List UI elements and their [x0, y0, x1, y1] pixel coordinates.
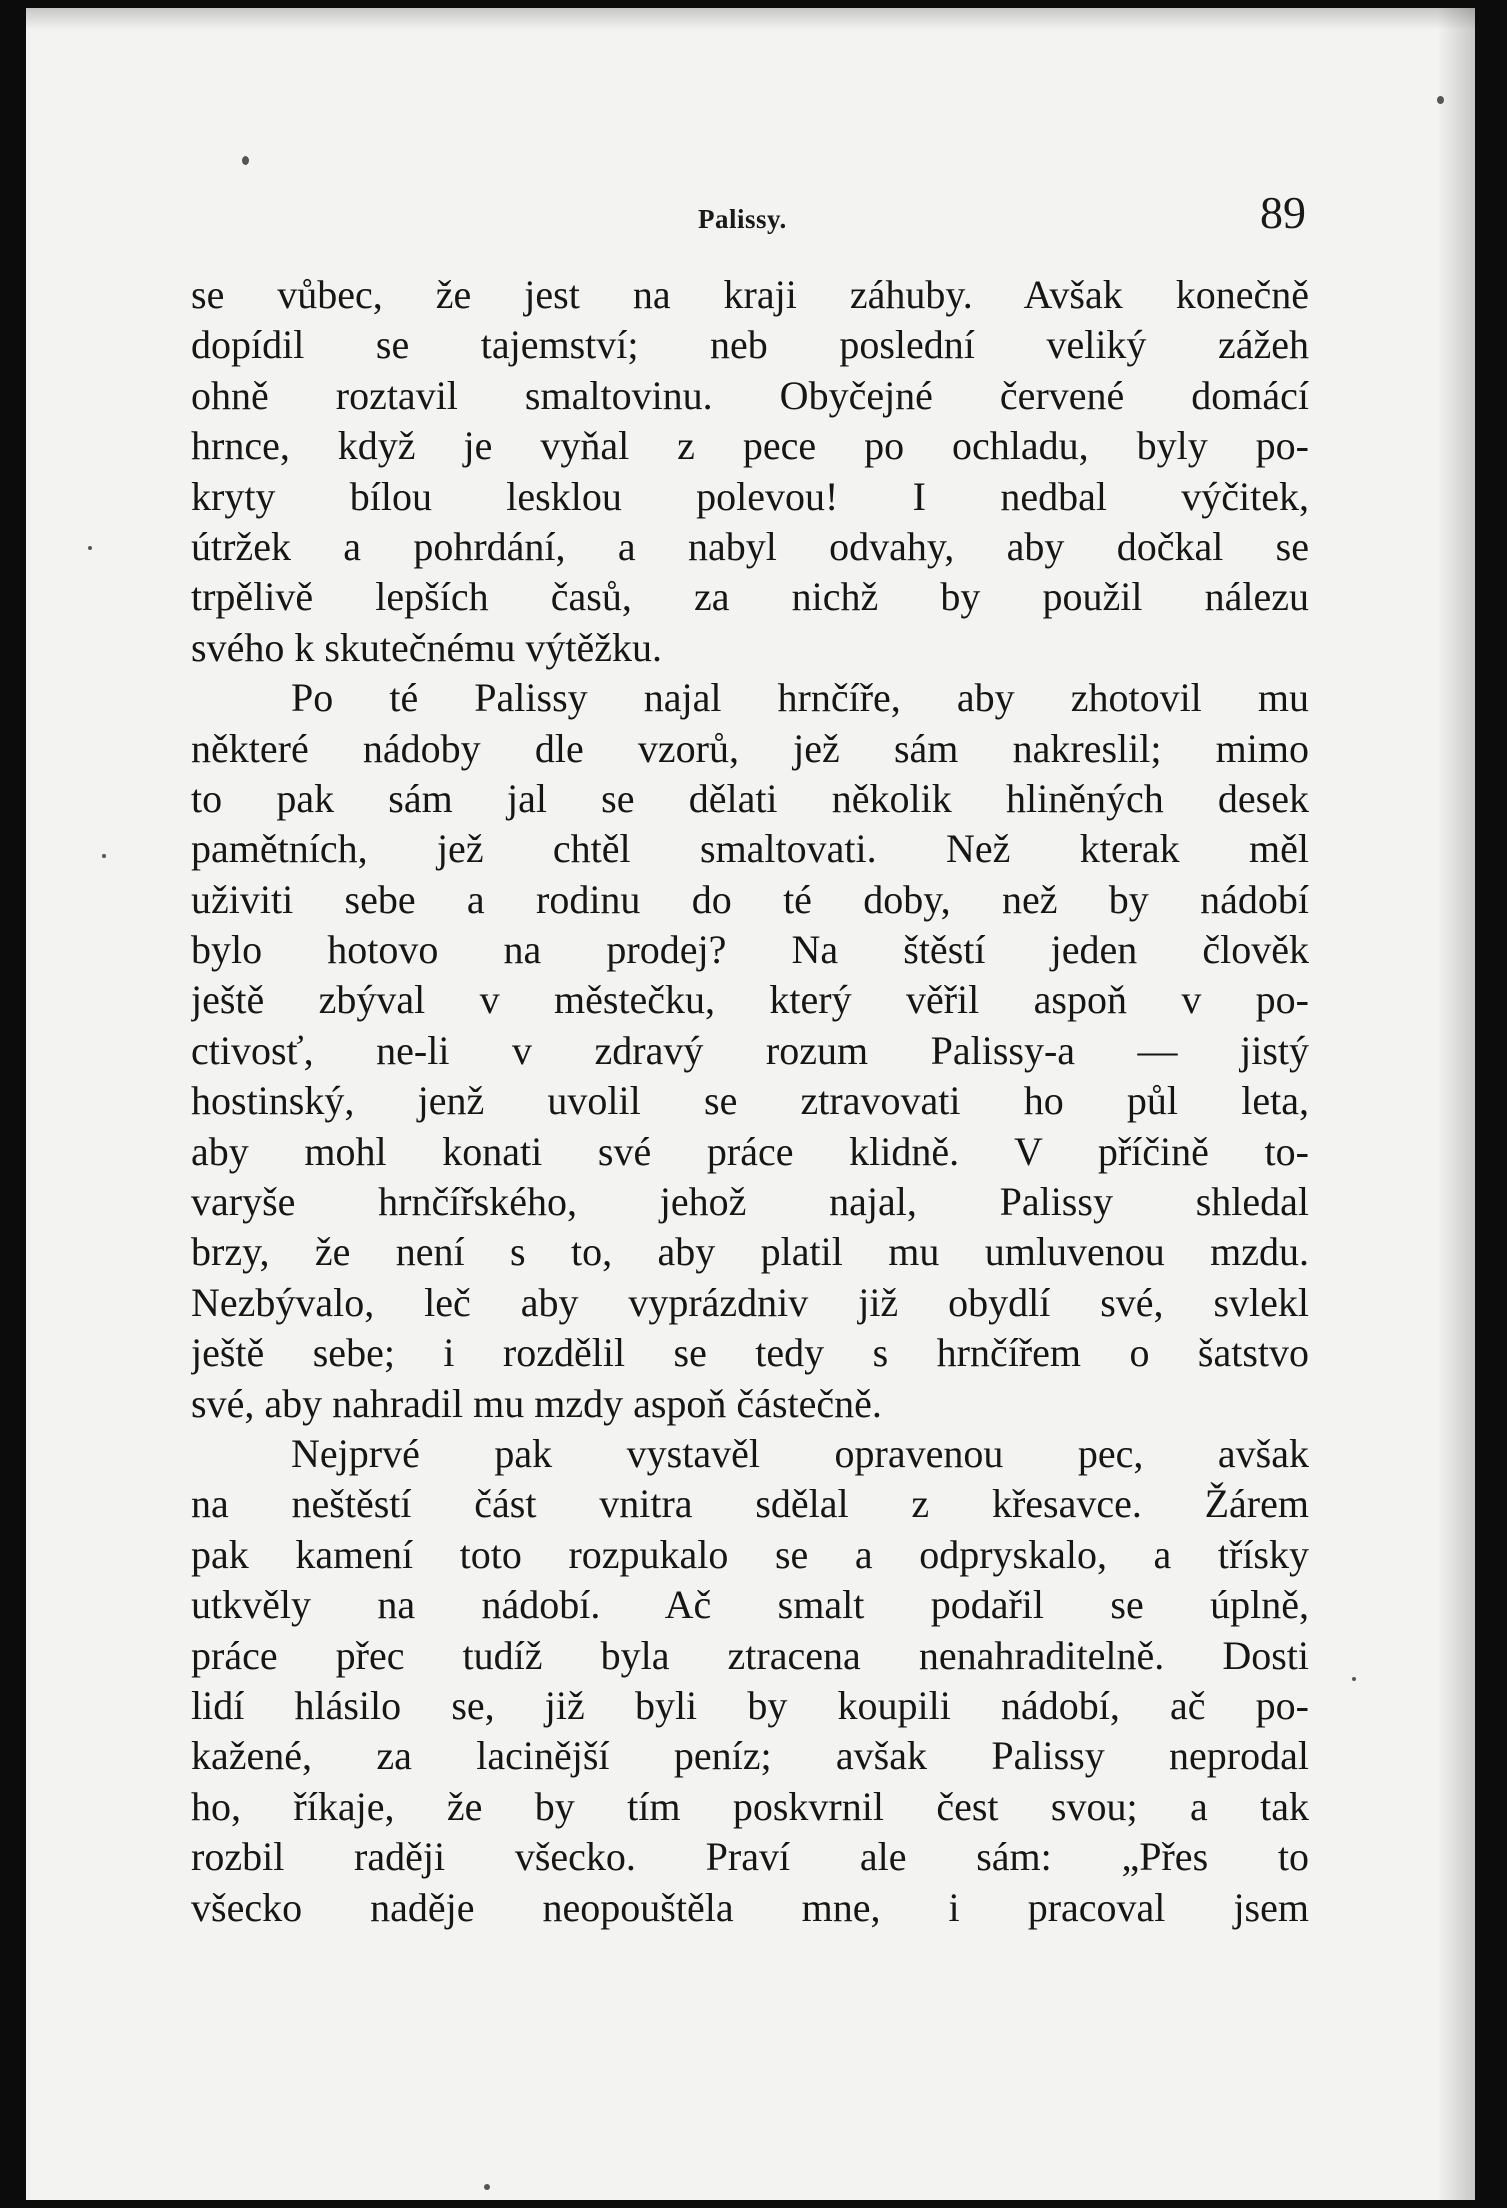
text-line: hostinský, jenž uvolil se ztravovati ho půl leta,: [191, 1078, 1309, 1124]
text-line: kažené, za lacinější peníz; avšak Palissy neprodal: [191, 1733, 1309, 1779]
text-line: Po té Palissy najal hrnčíře, aby zhotovil mu: [291, 675, 1309, 721]
body-text: [191, 270, 1309, 1933]
text-line: dopídil se tajemství; neb poslední veliký zážeh: [191, 322, 1309, 368]
text-line: pamětních, jež chtěl smaltovati. Než kterak měl: [191, 826, 1309, 872]
page-header: [186, 186, 1306, 246]
text-line: to pak sám jal se dělati několik hliněných desek: [191, 775, 1309, 821]
page-number: 89: [1260, 187, 1306, 238]
top-edge-shadow: [26, 8, 1475, 30]
print-speck: [1352, 1677, 1356, 1681]
right-edge-shadow: [1437, 8, 1475, 2200]
text-line: ctivosť, ne-li v zdravý rozum Palissy-a — jistý: [191, 1027, 1309, 1073]
text-line: práce přec tudíž byla ztracena nenahraditelně. Dosti: [191, 1632, 1309, 1678]
text-line: se vůbec, že jest na kraji záhuby. Avšak konečně: [191, 272, 1309, 317]
text-line: útržek a pohrdání, a nabyl odvahy, aby dočkal se: [191, 523, 1309, 569]
text-line: ohně roztavil smaltovinu. Obyčejné červené domácí: [191, 372, 1309, 418]
text-line: ještě zbýval v městečku, který věřil aspoň v po-: [191, 977, 1309, 1023]
text-line: trpělivě lepších časů, za nichž by použil nálezu: [191, 574, 1309, 620]
print-speck: [242, 156, 249, 165]
text-line: na neštěstí část vnitra sdělal z křesavce. Žárem: [191, 1481, 1309, 1527]
text-line: některé nádoby dle vzorů, jež sám nakreslil; mimo: [191, 725, 1309, 771]
print-speck: [1437, 96, 1444, 104]
text-line: varyše hrnčířského, jehož najal, Palissy shledal: [191, 1179, 1309, 1225]
running-head: Palissy.: [698, 204, 787, 234]
text-line: pak kamení toto rozpukalo se a odpryskalo, a třísky: [191, 1531, 1309, 1577]
text-line: svého k skutečnému výtěžku.: [191, 624, 662, 670]
text-line: své, aby nahradil mu mzdy aspoň částečně.: [191, 1380, 882, 1426]
text-line: Nejprvé pak vystavěl opravenou pec, avšak: [291, 1430, 1309, 1476]
text-line: Nezbývalo, leč aby vyprázdniv již obydlí své, svlekl: [191, 1279, 1309, 1325]
text-line: ještě sebe; i rozdělil se tedy s hrnčířem o šatstvo: [191, 1330, 1309, 1376]
text-line: uživiti sebe a rodinu do té doby, než by nádobí: [191, 876, 1309, 922]
text-line: utkvěly na nádobí. Ač smalt podařil se úplně,: [191, 1582, 1309, 1628]
book-page: [26, 8, 1475, 2200]
print-speck: [102, 854, 106, 858]
text-line: všecko naděje neopouštěla mne, i pracoval jsem: [191, 1884, 1309, 1930]
text-line: lidí hlásilo se, již byli by koupili nádobí, ač po-: [191, 1682, 1309, 1728]
print-speck: [484, 2184, 490, 2190]
text-line: rozbil raději všecko. Praví ale sám: „Přes to: [191, 1834, 1309, 1880]
text-line: bylo hotovo na prodej? Na štěstí jeden člověk: [191, 927, 1309, 973]
text-line: kryty bílou lesklou polevou! I nedbal výčitek,: [191, 473, 1309, 519]
text-line: ho, říkaje, že by tím poskvrnil čest svou; a tak: [191, 1783, 1309, 1829]
text-line: aby mohl konati své práce klidně. V příčině to-: [191, 1128, 1309, 1174]
print-speck: [88, 546, 92, 550]
text-line: brzy, že není s to, aby platil mu umluvenou mzdu.: [191, 1229, 1309, 1275]
text-line: hrnce, když je vyňal z pece po ochladu, byly po-: [191, 423, 1309, 469]
